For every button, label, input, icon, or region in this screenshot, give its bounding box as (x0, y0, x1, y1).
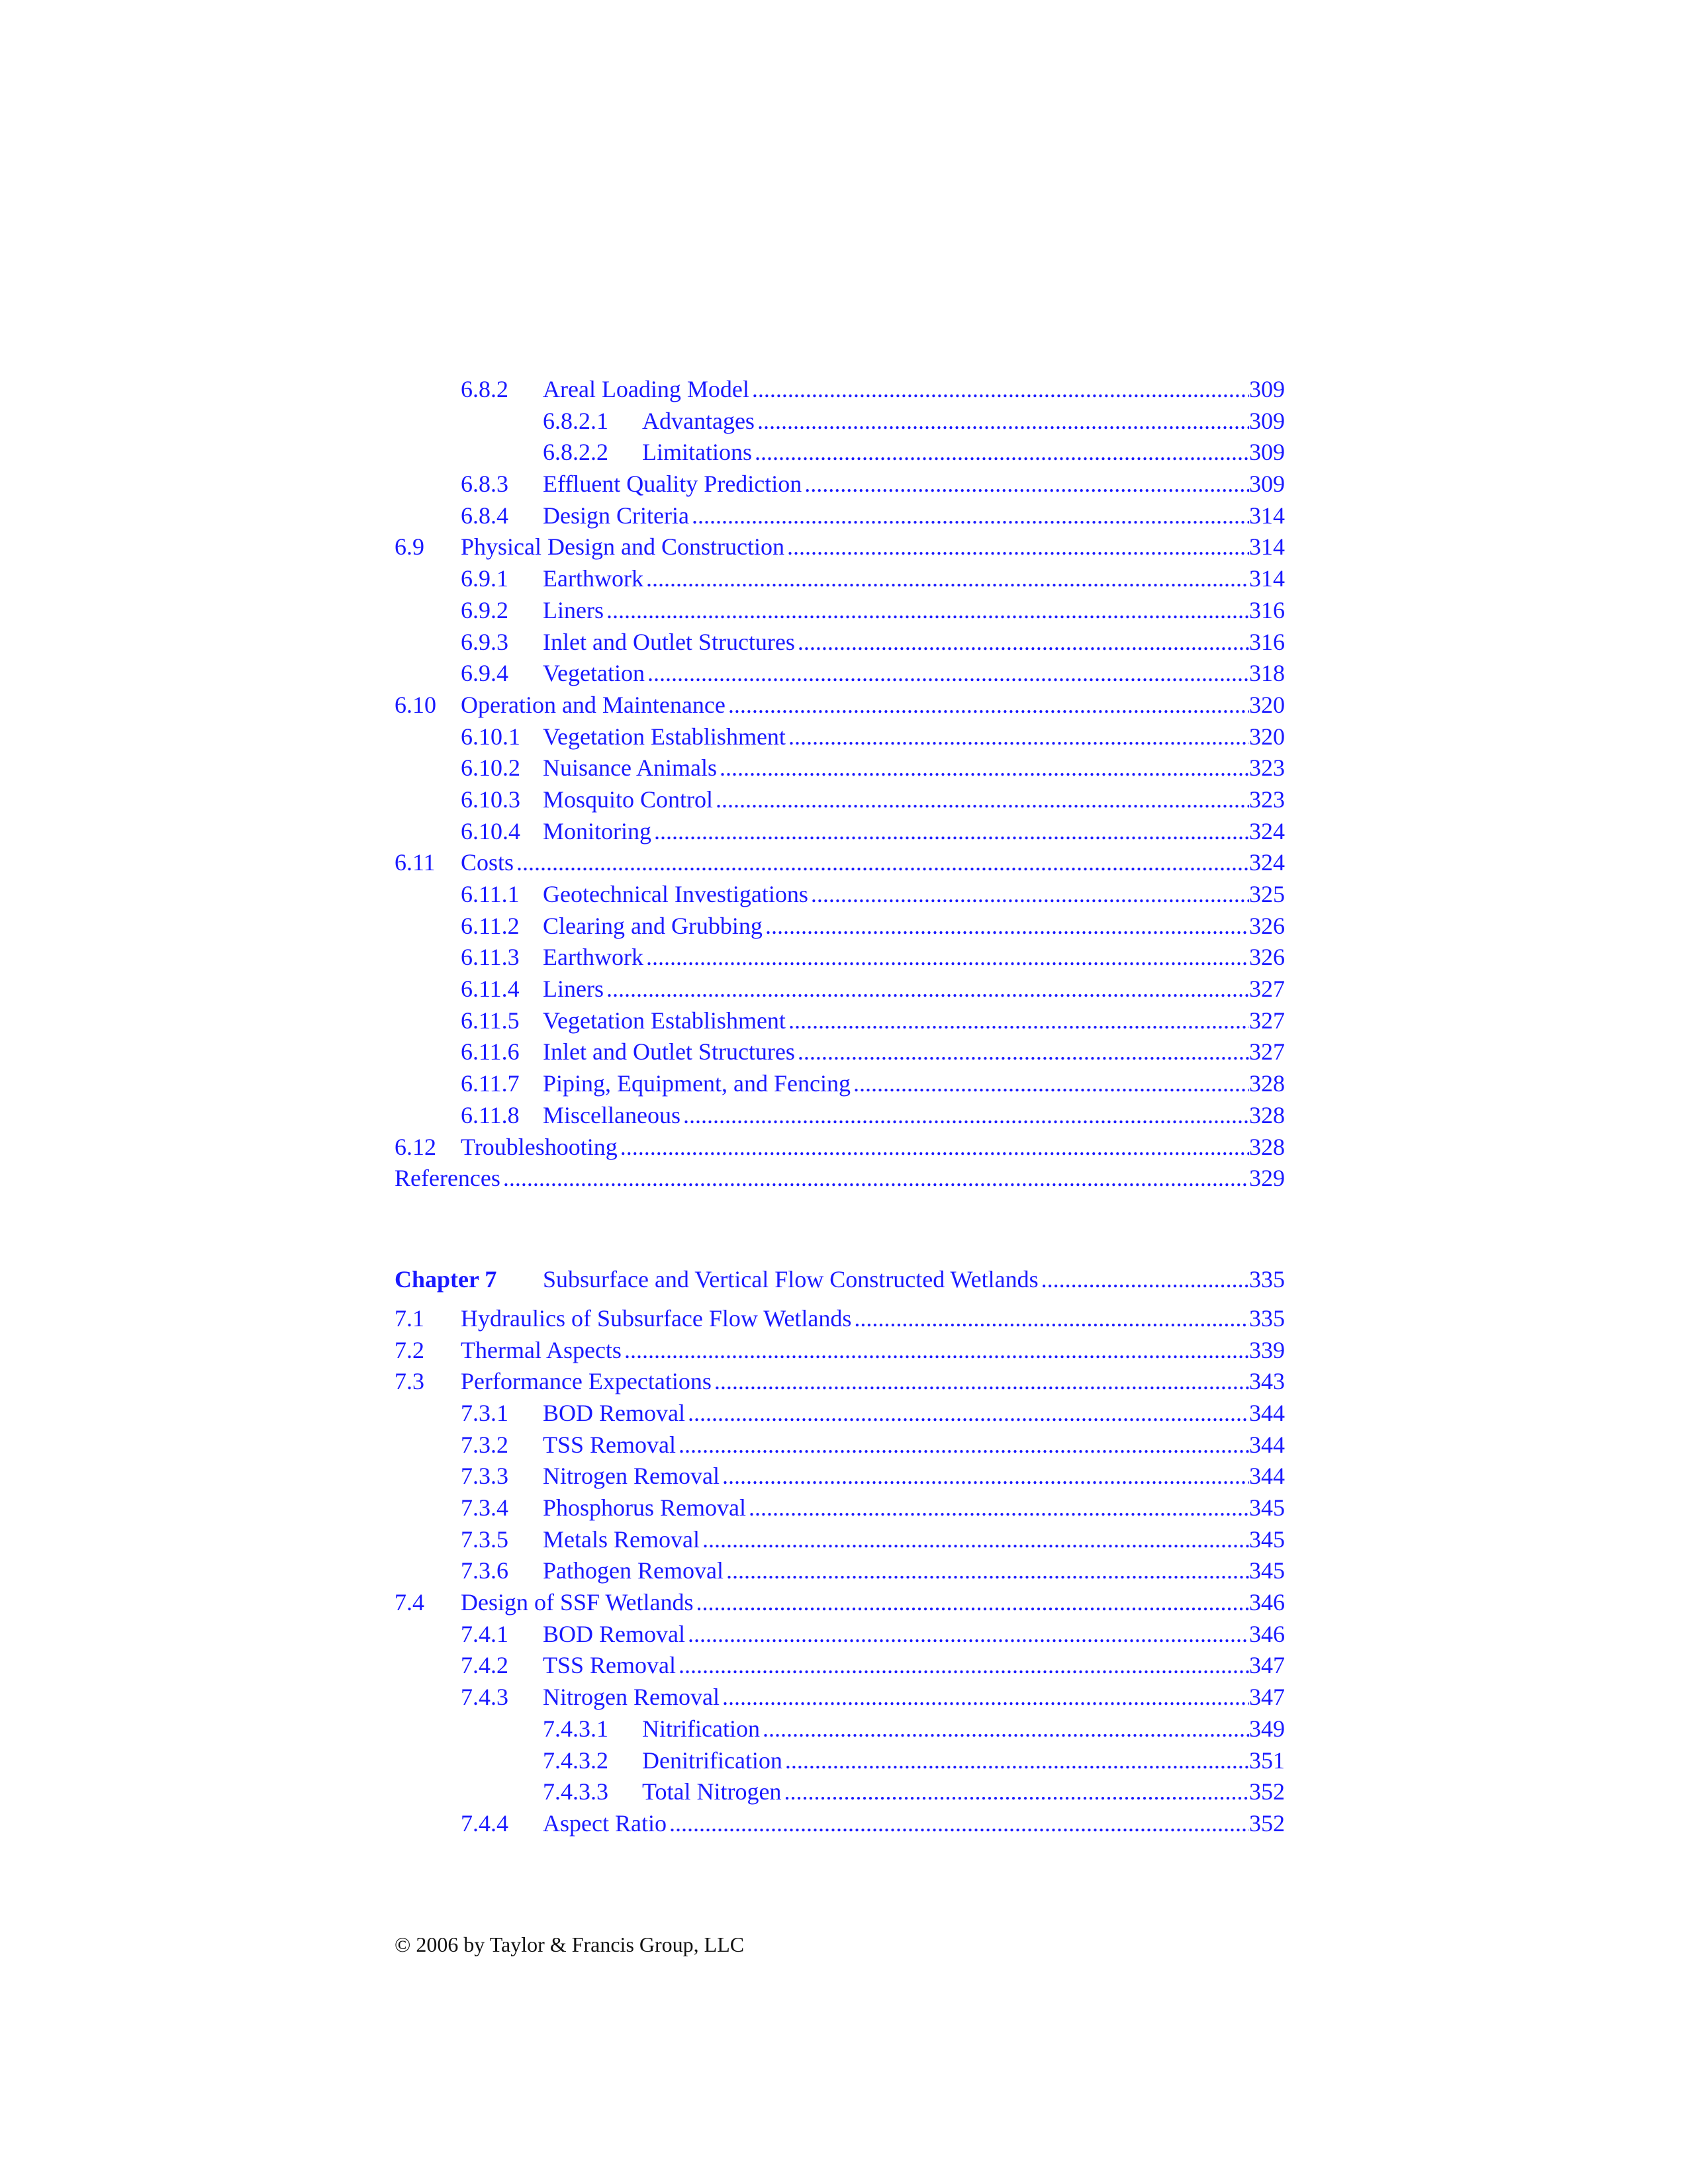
dot-leader (854, 1303, 1249, 1335)
toc-entry-title: Thermal Aspects (461, 1336, 622, 1363)
toc-entry-title: Troubleshooting (461, 1133, 618, 1160)
toc-entry-number: 6.11.8 (461, 1101, 520, 1128)
toc-entry-number: 6.9.4 (461, 660, 508, 687)
table-of-contents (395, 374, 1285, 1840)
dot-leader (503, 1163, 1249, 1195)
toc-entry-page-number: 346 (1249, 1589, 1285, 1616)
toc-entry[interactable] (395, 1366, 1285, 1398)
toc-entry-number: 7.4.2 (461, 1652, 508, 1679)
toc-entry[interactable] (395, 942, 1285, 974)
toc-entry-page-number: 314 (1249, 533, 1285, 561)
toc-entry-title: Design Criteria (543, 502, 689, 529)
dot-leader (606, 595, 1249, 627)
toc-entry[interactable] (395, 437, 1285, 469)
toc-entry-title: TSS Removal (543, 1431, 677, 1458)
toc-entry-title: Liners (543, 596, 604, 623)
toc-entry[interactable] (395, 1163, 1285, 1195)
toc-entry-page-number: 352 (1249, 1778, 1285, 1805)
dot-leader (716, 784, 1249, 816)
toc-entry-title: References (395, 1165, 500, 1192)
toc-entry-number: 6.10 (395, 691, 436, 718)
chapter-spacer (395, 1195, 1285, 1262)
dot-leader (646, 563, 1249, 595)
toc-entry[interactable] (395, 1682, 1285, 1713)
toc-entry-number: 7.4.4 (461, 1809, 508, 1837)
dot-leader (679, 1430, 1249, 1461)
toc-entry-page-number: 309 (1249, 439, 1285, 466)
toc-entry-page-number: 316 (1249, 596, 1285, 623)
toc-entry-number: 6.11.2 (461, 912, 520, 939)
toc-entry-page-number: 328 (1249, 1070, 1285, 1097)
toc-entry-title: Hydraulics of Subsurface Flow Wetlands (461, 1304, 852, 1332)
dot-leader (696, 1587, 1249, 1619)
toc-entry-page-number: 323 (1249, 754, 1285, 782)
toc-entry-title: Monitoring (543, 817, 652, 844)
dot-leader (726, 1555, 1249, 1587)
dot-leader (624, 1335, 1249, 1367)
toc-entry-number: 7.4.3.2 (543, 1747, 608, 1774)
toc-entry[interactable] (395, 816, 1285, 848)
dot-leader (798, 1036, 1249, 1068)
toc-entry-number: 6.9.2 (461, 596, 508, 623)
toc-entry-page-number: 323 (1249, 786, 1285, 813)
toc-entry-number: 6.11.4 (461, 976, 520, 1003)
toc-entry-page-number: 329 (1249, 1165, 1285, 1192)
toc-entry-number: 7.3 (395, 1368, 424, 1395)
toc-section-chapter-6 (395, 374, 1285, 1195)
toc-entry-page-number: 324 (1249, 817, 1285, 844)
toc-entry-page-number: 324 (1249, 849, 1285, 876)
toc-entry-page-number: 309 (1249, 407, 1285, 434)
toc-entry-number: 6.11.1 (461, 881, 520, 907)
dot-leader (757, 406, 1249, 437)
toc-entry-number: 6.11.6 (461, 1038, 520, 1066)
dot-leader (765, 911, 1249, 942)
toc-entry-title: Denitrification (642, 1747, 782, 1774)
toc-entry-number: 6.8.3 (461, 471, 508, 498)
toc-entry-page-number: 328 (1249, 1101, 1285, 1128)
toc-entry-title: Phosphorus Removal (543, 1494, 747, 1521)
toc-entry[interactable] (395, 1650, 1285, 1682)
toc-entry-title: Vegetation (543, 660, 645, 687)
toc-entry[interactable] (395, 469, 1285, 500)
toc-entry-number: 7.3.4 (461, 1494, 508, 1521)
toc-entry-title: Limitations (642, 439, 752, 466)
toc-entry-page-number: 347 (1249, 1652, 1285, 1679)
toc-entry-page-number: 327 (1249, 1007, 1285, 1034)
toc-entry-title: Nitrification (642, 1715, 760, 1742)
toc-entry[interactable] (395, 1398, 1285, 1430)
toc-entry[interactable] (395, 1036, 1285, 1068)
toc-entry-number: 7.4 (395, 1589, 424, 1616)
toc-entry[interactable] (395, 690, 1285, 721)
toc-entry-number: 7.3.6 (461, 1557, 508, 1584)
toc-entry-title: Physical Design and Construction (461, 533, 784, 561)
dot-leader (692, 500, 1249, 532)
toc-entry[interactable] (395, 847, 1285, 879)
toc-chapter-7-heading[interactable] (395, 1262, 1285, 1303)
dot-leader (683, 1100, 1249, 1132)
toc-entry-page-number: 309 (1249, 376, 1285, 402)
toc-entry-page-number: 327 (1249, 1038, 1285, 1066)
toc-entry-page-number: 327 (1249, 976, 1285, 1003)
toc-entry-page-number: 345 (1249, 1525, 1285, 1553)
toc-entry[interactable] (395, 1132, 1285, 1163)
dot-leader (702, 1524, 1249, 1556)
toc-entry-title: Performance Expectations (461, 1368, 712, 1395)
dot-leader (516, 847, 1249, 879)
dot-leader (646, 942, 1249, 974)
toc-entry-page-number: 347 (1249, 1684, 1285, 1711)
toc-entry-page-number: 320 (1249, 723, 1285, 750)
dot-leader (720, 752, 1249, 784)
dot-leader (784, 1776, 1249, 1808)
toc-entry[interactable] (395, 1005, 1285, 1037)
toc-entry-page-number: 320 (1249, 691, 1285, 718)
dot-leader (853, 1068, 1249, 1100)
toc-entry[interactable] (395, 500, 1285, 532)
toc-entry[interactable] (395, 531, 1285, 563)
toc-entry[interactable] (395, 974, 1285, 1005)
toc-entry-number: 7.3.5 (461, 1525, 508, 1553)
toc-entry[interactable] (395, 627, 1285, 659)
dot-leader (798, 627, 1249, 659)
toc-entry-number: 6.9.3 (461, 628, 508, 655)
chapter-label: Chapter 7 (395, 1265, 497, 1293)
toc-entry-title: Design of SSF Wetlands (461, 1589, 694, 1616)
toc-entry-title: Advantages (642, 407, 755, 434)
toc-entry-number: 6.11.3 (461, 944, 520, 971)
toc-entry[interactable] (395, 1461, 1285, 1492)
toc-entry-title: Nitrogen Removal (543, 1684, 720, 1711)
toc-entry-title: Clearing and Grubbing (543, 912, 763, 939)
toc-entry-title: Nuisance Animals (543, 754, 717, 782)
toc-entry-page-number: 328 (1249, 1133, 1285, 1160)
toc-entry-number: 6.10.2 (461, 754, 520, 782)
toc-entry[interactable] (395, 1713, 1285, 1745)
toc-entry[interactable] (395, 752, 1285, 784)
toc-entry-page-number: 325 (1249, 881, 1285, 907)
dot-leader (722, 1461, 1249, 1492)
dot-leader (679, 1650, 1249, 1682)
toc-entry-number: 7.3.1 (461, 1399, 508, 1426)
toc-entry-title: Metals Removal (543, 1525, 700, 1553)
dot-leader (804, 469, 1249, 500)
toc-entry-title: BOD Removal (543, 1620, 685, 1647)
dot-leader (787, 531, 1249, 563)
toc-entry[interactable] (395, 1776, 1285, 1808)
toc-entry-page-number: 309 (1249, 471, 1285, 498)
toc-entry-number: 7.2 (395, 1336, 424, 1363)
toc-entry[interactable] (395, 595, 1285, 627)
toc-entry-number: 7.4.3 (461, 1684, 508, 1711)
toc-entry-page-number: 344 (1249, 1431, 1285, 1458)
toc-entry-page-number: 316 (1249, 628, 1285, 655)
dot-leader (606, 974, 1249, 1005)
toc-entry-title: Miscellaneous (543, 1101, 680, 1128)
dot-leader (647, 658, 1249, 690)
toc-entry-page-number: 346 (1249, 1620, 1285, 1647)
toc-entry-number: 7.3.2 (461, 1431, 508, 1458)
toc-entry-title: Pathogen Removal (543, 1557, 724, 1584)
toc-entry[interactable] (395, 563, 1285, 595)
toc-entry-page-number: 351 (1249, 1747, 1285, 1774)
toc-entry-page-number: 349 (1249, 1715, 1285, 1742)
chapter-title: Subsurface and Vertical Flow Constructed Wetlands (543, 1265, 1039, 1293)
dot-leader (722, 1682, 1249, 1713)
toc-entry-title: BOD Removal (543, 1399, 685, 1426)
toc-entry-page-number: 352 (1249, 1809, 1285, 1837)
dot-leader (688, 1619, 1249, 1651)
dot-leader (785, 1745, 1249, 1777)
toc-entry[interactable] (395, 406, 1285, 437)
toc-entry[interactable] (395, 1430, 1285, 1461)
toc-entry-number: 6.8.2.2 (543, 439, 608, 466)
dot-leader (654, 816, 1249, 848)
toc-entry-title: Areal Loading Model (543, 376, 749, 402)
copyright-footer: © 2006 by Taylor & Francis Group, LLC (395, 1933, 745, 1956)
dot-leader (728, 690, 1249, 721)
dot-leader (752, 374, 1249, 406)
toc-entry[interactable] (395, 1524, 1285, 1556)
dot-leader (763, 1713, 1249, 1745)
toc-entry-title: Earthwork (543, 944, 643, 971)
dot-leader (714, 1366, 1249, 1398)
toc-entry[interactable] (395, 1619, 1285, 1651)
toc-entry-page-number: 314 (1249, 502, 1285, 529)
toc-entry-number: 6.8.4 (461, 502, 508, 529)
toc-entry-page-number: 344 (1249, 1463, 1285, 1490)
toc-entry-title: Nitrogen Removal (543, 1463, 720, 1490)
toc-entry-title: Inlet and Outlet Structures (543, 1038, 795, 1066)
dot-leader (688, 1398, 1249, 1430)
toc-entry-number: 6.9 (395, 533, 424, 561)
toc-entry-page-number: 339 (1249, 1336, 1285, 1363)
toc-entry-title: Earthwork (543, 565, 643, 592)
toc-entry-title: Effluent Quality Prediction (543, 471, 802, 498)
toc-entry-title: Geotechnical Investigations (543, 881, 808, 907)
toc-entry-number: 6.11 (395, 849, 436, 876)
toc-entry-title: Aspect Ratio (543, 1809, 667, 1837)
toc-entry-number: 6.8.2 (461, 376, 508, 402)
toc-entry-number: 6.9.1 (461, 565, 508, 592)
chapter-page-number: 335 (1249, 1265, 1285, 1293)
toc-entry-title: Operation and Maintenance (461, 691, 726, 718)
toc-entry[interactable] (395, 721, 1285, 753)
toc-entry-title: Liners (543, 976, 604, 1003)
toc-entry-number: 7.4.3.1 (543, 1715, 608, 1742)
toc-entry[interactable] (395, 658, 1285, 690)
toc-entry-number: 6.12 (395, 1133, 436, 1160)
toc-entry-title: TSS Removal (543, 1652, 677, 1679)
toc-entry[interactable] (395, 879, 1285, 911)
toc-entry-page-number: 345 (1249, 1494, 1285, 1521)
toc-entry[interactable] (395, 784, 1285, 816)
dot-leader (788, 1005, 1249, 1037)
toc-entry-page-number: 335 (1249, 1304, 1285, 1332)
toc-entry-title: Costs (461, 849, 514, 876)
toc-entry-number: 6.11.7 (461, 1070, 520, 1097)
toc-entry-page-number: 314 (1249, 565, 1285, 592)
toc-entry[interactable] (395, 374, 1285, 406)
toc-entry[interactable] (395, 1745, 1285, 1777)
toc-entry-number: 6.10.1 (461, 723, 520, 750)
toc-entry-number: 7.3.3 (461, 1463, 508, 1490)
toc-entry-number: 6.10.4 (461, 817, 520, 844)
dot-leader (755, 437, 1249, 469)
toc-entry-page-number: 318 (1249, 660, 1285, 687)
toc-entry-title: Vegetation Establishment (543, 723, 786, 750)
toc-entry[interactable] (395, 1587, 1285, 1619)
toc-entry[interactable] (395, 1492, 1285, 1524)
toc-entry-page-number: 326 (1249, 944, 1285, 971)
toc-entry[interactable] (395, 911, 1285, 942)
toc-entry-page-number: 326 (1249, 912, 1285, 939)
toc-entry-number: 7.4.3.3 (543, 1778, 608, 1805)
toc-entry[interactable] (395, 1068, 1285, 1100)
dot-leader (669, 1808, 1249, 1840)
toc-entry-number: 6.10.3 (461, 786, 520, 813)
toc-entry-title: Piping, Equipment, and Fencing (543, 1070, 851, 1097)
toc-entry-title: Total Nitrogen (642, 1778, 782, 1805)
toc-entry-title: Vegetation Establishment (543, 1007, 786, 1034)
toc-entry-number: 7.4.1 (461, 1620, 508, 1647)
toc-entry[interactable] (395, 1100, 1285, 1132)
toc-entry[interactable] (395, 1335, 1285, 1367)
toc-entry[interactable] (395, 1808, 1285, 1840)
toc-entry-number: 7.1 (395, 1304, 424, 1332)
dot-leader (811, 879, 1249, 911)
toc-entry-page-number: 343 (1249, 1368, 1285, 1395)
toc-entry-title: Inlet and Outlet Structures (543, 628, 795, 655)
dot-leader (788, 721, 1249, 753)
dot-leader (749, 1492, 1249, 1524)
dot-leader (620, 1132, 1249, 1163)
toc-entry-page-number: 345 (1249, 1557, 1285, 1584)
toc-section-chapter-7 (395, 1303, 1285, 1840)
toc-entry-title: Mosquito Control (543, 786, 714, 813)
toc-entry[interactable] (395, 1303, 1285, 1335)
dot-leader (1041, 1262, 1249, 1297)
toc-entry[interactable] (395, 1555, 1285, 1587)
toc-entry-number: 6.11.5 (461, 1007, 520, 1034)
toc-entry-page-number: 344 (1249, 1399, 1285, 1426)
toc-entry-number: 6.8.2.1 (543, 407, 608, 434)
